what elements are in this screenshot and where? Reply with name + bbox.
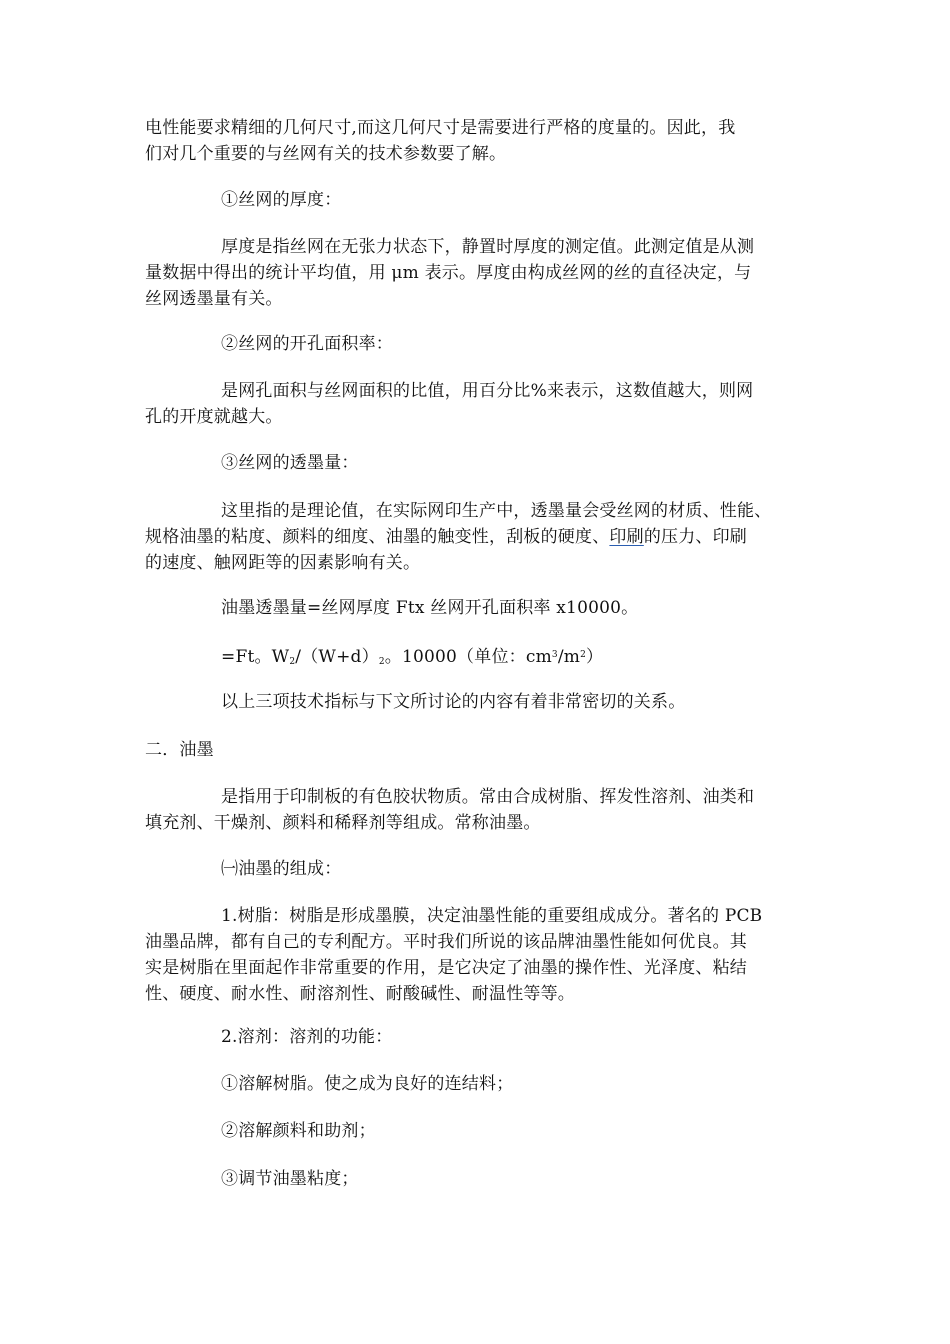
formula-part: =Ft。W [221, 647, 290, 667]
solvent-function-item: ①溶解树脂。使之成为良好的连结料； [221, 1074, 514, 1094]
ink-throughput-paragraph [145, 498, 809, 576]
formula-superscript: 2 [580, 650, 587, 660]
formula-superscript: 3 [551, 650, 558, 660]
section-heading-ink: 二．油墨 [145, 740, 214, 760]
text-line: 油墨品牌，都有自己的专利配方。平时我们所说的该品牌油墨性能如何优良。其 [145, 932, 747, 952]
text-segment: 规格油墨的粘度、颜料的细度、油墨的触变性，刮板的硬度、 [145, 527, 610, 547]
text-line: 性、硬度、耐水性、耐溶剂性、耐酸碱性、耐温性等等。 [145, 984, 575, 1004]
heading-ink-composition: ㈠油墨的组成： [221, 859, 342, 879]
formula-ink-throughput: 油墨透墨量=丝网厚度 Ftx 丝网开孔面积率 x10000。 [221, 598, 639, 618]
solvent-function-item: ③调节油墨粘度； [221, 1169, 359, 1189]
text-line: 是指用于印制板的有色胶状物质。常由合成树脂、挥发性溶剂、油类和 [221, 787, 755, 807]
mesh-thickness-paragraph [145, 234, 809, 312]
resin-paragraph [145, 903, 809, 1007]
text-line: 电性能要求精细的几何尺寸,而这几何尺寸是需要进行严格的度量的。因此，我 [145, 118, 736, 138]
printing-link[interactable]: 印刷 [609, 527, 644, 547]
text-line [145, 524, 809, 550]
text-line: 实是树脂在里面起作非常重要的作用，是它决定了油墨的操作性、光泽度、粘结 [145, 958, 747, 978]
text-segment: 的压力、印刷 [643, 527, 748, 547]
text-line: 的速度、触网距等的因素影响有关。 [145, 553, 421, 573]
heading-open-area-ratio: ②丝网的开孔面积率： [221, 334, 393, 354]
formula-part: 。10000（单位：cm [384, 647, 552, 667]
ink-definition-paragraph [145, 784, 809, 836]
intro-paragraph [145, 115, 809, 167]
formula-part: /（W+d） [295, 647, 379, 667]
heading-mesh-thickness: ①丝网的厚度： [221, 190, 342, 210]
text-line: 们对几个重要的与丝网有关的技术参数要了解。 [145, 144, 507, 164]
summary-paragraph: 以上三项技术指标与下文所讨论的内容有着非常密切的关系。 [221, 692, 686, 712]
text-line: 量数据中得出的统计平均值，用 μm 表示。厚度由构成丝网的丝的直径决定，与 [145, 263, 752, 283]
formula-expanded [145, 642, 809, 675]
text-line: 是网孔面积与丝网面积的比值，用百分比%来表示，这数值越大，则网 [221, 381, 754, 401]
text-line: 1.树脂：树脂是形成墨膜，决定油墨性能的重要组成成分。著名的 PCB [221, 906, 763, 926]
formula-subscript: 2 [378, 657, 385, 667]
formula-part: ） [586, 647, 604, 667]
text-line: 填充剂、干燥剂、颜料和稀释剂等组成。常称油墨。 [145, 813, 541, 833]
formula-subscript: 2 [289, 657, 296, 667]
text-line: 厚度是指丝网在无张力状态下，静置时厚度的测定值。此测定值是从测 [221, 237, 755, 257]
solvent-function-item: ②溶解颜料和助剂； [221, 1121, 376, 1141]
formula-part: /m [557, 647, 581, 667]
heading-solvent: 2.溶剂：溶剂的功能： [221, 1027, 393, 1047]
heading-ink-throughput: ③丝网的透墨量： [221, 453, 359, 473]
text-line: 孔的开度就越大。 [145, 407, 283, 427]
open-area-paragraph [145, 378, 809, 430]
text-line: 丝网透墨量有关。 [145, 289, 283, 309]
text-line: 这里指的是理论值，在实际网印生产中，透墨量会受丝网的材质、性能、 [221, 501, 772, 521]
